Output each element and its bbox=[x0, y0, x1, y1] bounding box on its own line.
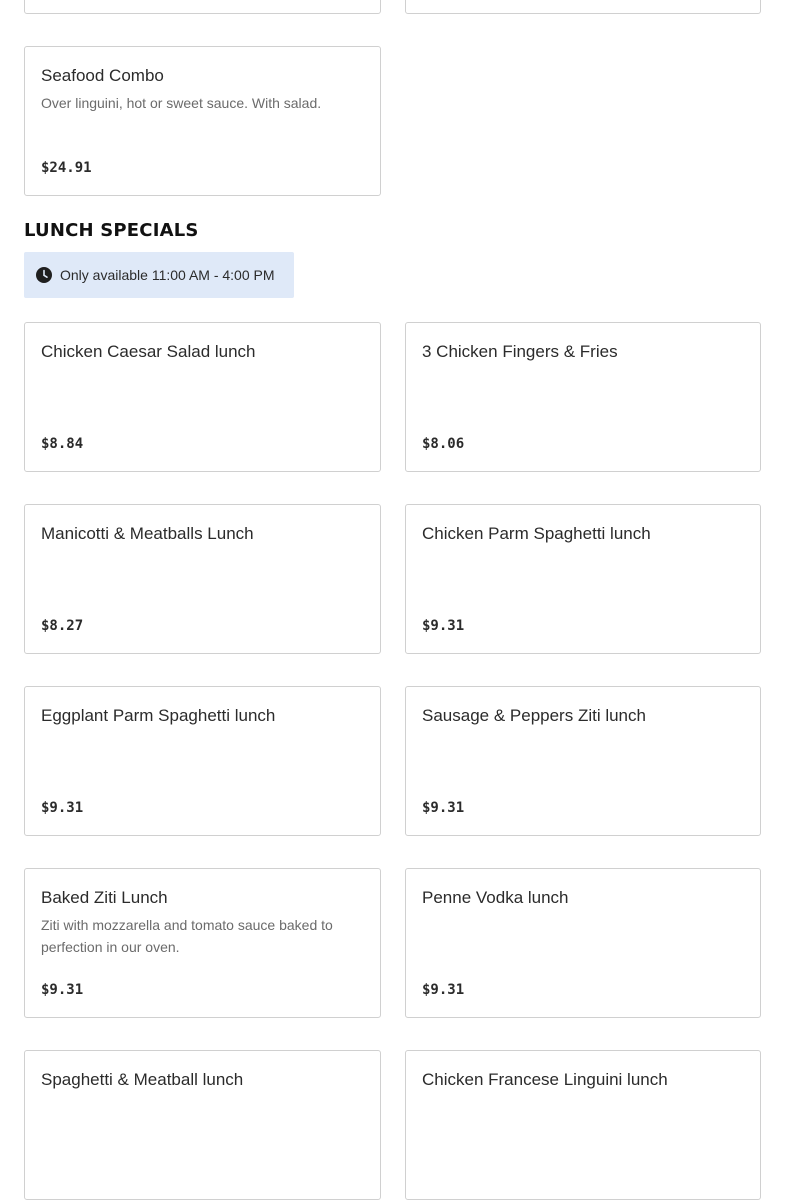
menu-item-name: Sausage & Peppers Ziti lunch bbox=[422, 706, 646, 725]
menu-item-price: $9.31 bbox=[422, 982, 465, 998]
availability-text: Only available 11:00 AM - 4:00 PM bbox=[60, 267, 275, 283]
menu-item-name: Chicken Caesar Salad lunch bbox=[41, 342, 256, 361]
menu-item-card[interactable] bbox=[405, 1050, 761, 1200]
menu-item-name: Seafood Combo bbox=[41, 66, 164, 85]
section-title: LUNCH SPECIALS bbox=[24, 220, 199, 241]
menu-item-card[interactable] bbox=[24, 322, 381, 472]
menu-item-name: Spaghetti & Meatball lunch bbox=[41, 1070, 244, 1089]
menu-item-card[interactable] bbox=[24, 868, 381, 1018]
menu-item-card[interactable] bbox=[24, 686, 381, 836]
menu-item-name: Eggplant Parm Spaghetti lunch bbox=[41, 706, 276, 725]
menu-item-card[interactable] bbox=[24, 1050, 381, 1200]
menu-item-card[interactable] bbox=[405, 0, 761, 14]
menu-item-description: Ziti with mozzarella and tomato sauce baked to perfection in our oven. bbox=[41, 917, 333, 955]
menu-item-card[interactable] bbox=[405, 686, 761, 836]
menu-item-card[interactable] bbox=[24, 0, 381, 14]
availability-banner bbox=[24, 252, 294, 298]
menu-item-name: Chicken Parm Spaghetti lunch bbox=[422, 524, 651, 543]
menu-item-name: Baked Ziti Lunch bbox=[41, 888, 168, 907]
clock-icon bbox=[36, 267, 52, 283]
menu-item-description: Over linguini, hot or sweet sauce. With salad. bbox=[41, 95, 322, 111]
menu-item-price: $9.31 bbox=[41, 800, 84, 816]
menu-item-price: $9.31 bbox=[41, 982, 84, 998]
menu-item-name: Penne Vodka lunch bbox=[422, 888, 569, 907]
menu-item-card[interactable] bbox=[24, 46, 381, 196]
menu-item-card[interactable] bbox=[405, 322, 761, 472]
menu-item-price: $8.84 bbox=[41, 436, 84, 452]
menu-item-price: $8.06 bbox=[422, 436, 465, 452]
menu-item-card[interactable] bbox=[405, 868, 761, 1018]
menu-item-name: Manicotti & Meatballs Lunch bbox=[41, 524, 254, 543]
menu-item-price: $9.31 bbox=[422, 800, 465, 816]
menu-item-price: $9.31 bbox=[422, 618, 465, 634]
menu-item-name: 3 Chicken Fingers & Fries bbox=[422, 342, 618, 361]
menu-item-card[interactable] bbox=[405, 504, 761, 654]
menu-item-price: $24.91 bbox=[41, 160, 92, 176]
menu-item-card[interactable] bbox=[24, 504, 381, 654]
menu-item-price: $8.27 bbox=[41, 618, 84, 634]
menu-item-name: Chicken Francese Linguini lunch bbox=[422, 1070, 668, 1089]
